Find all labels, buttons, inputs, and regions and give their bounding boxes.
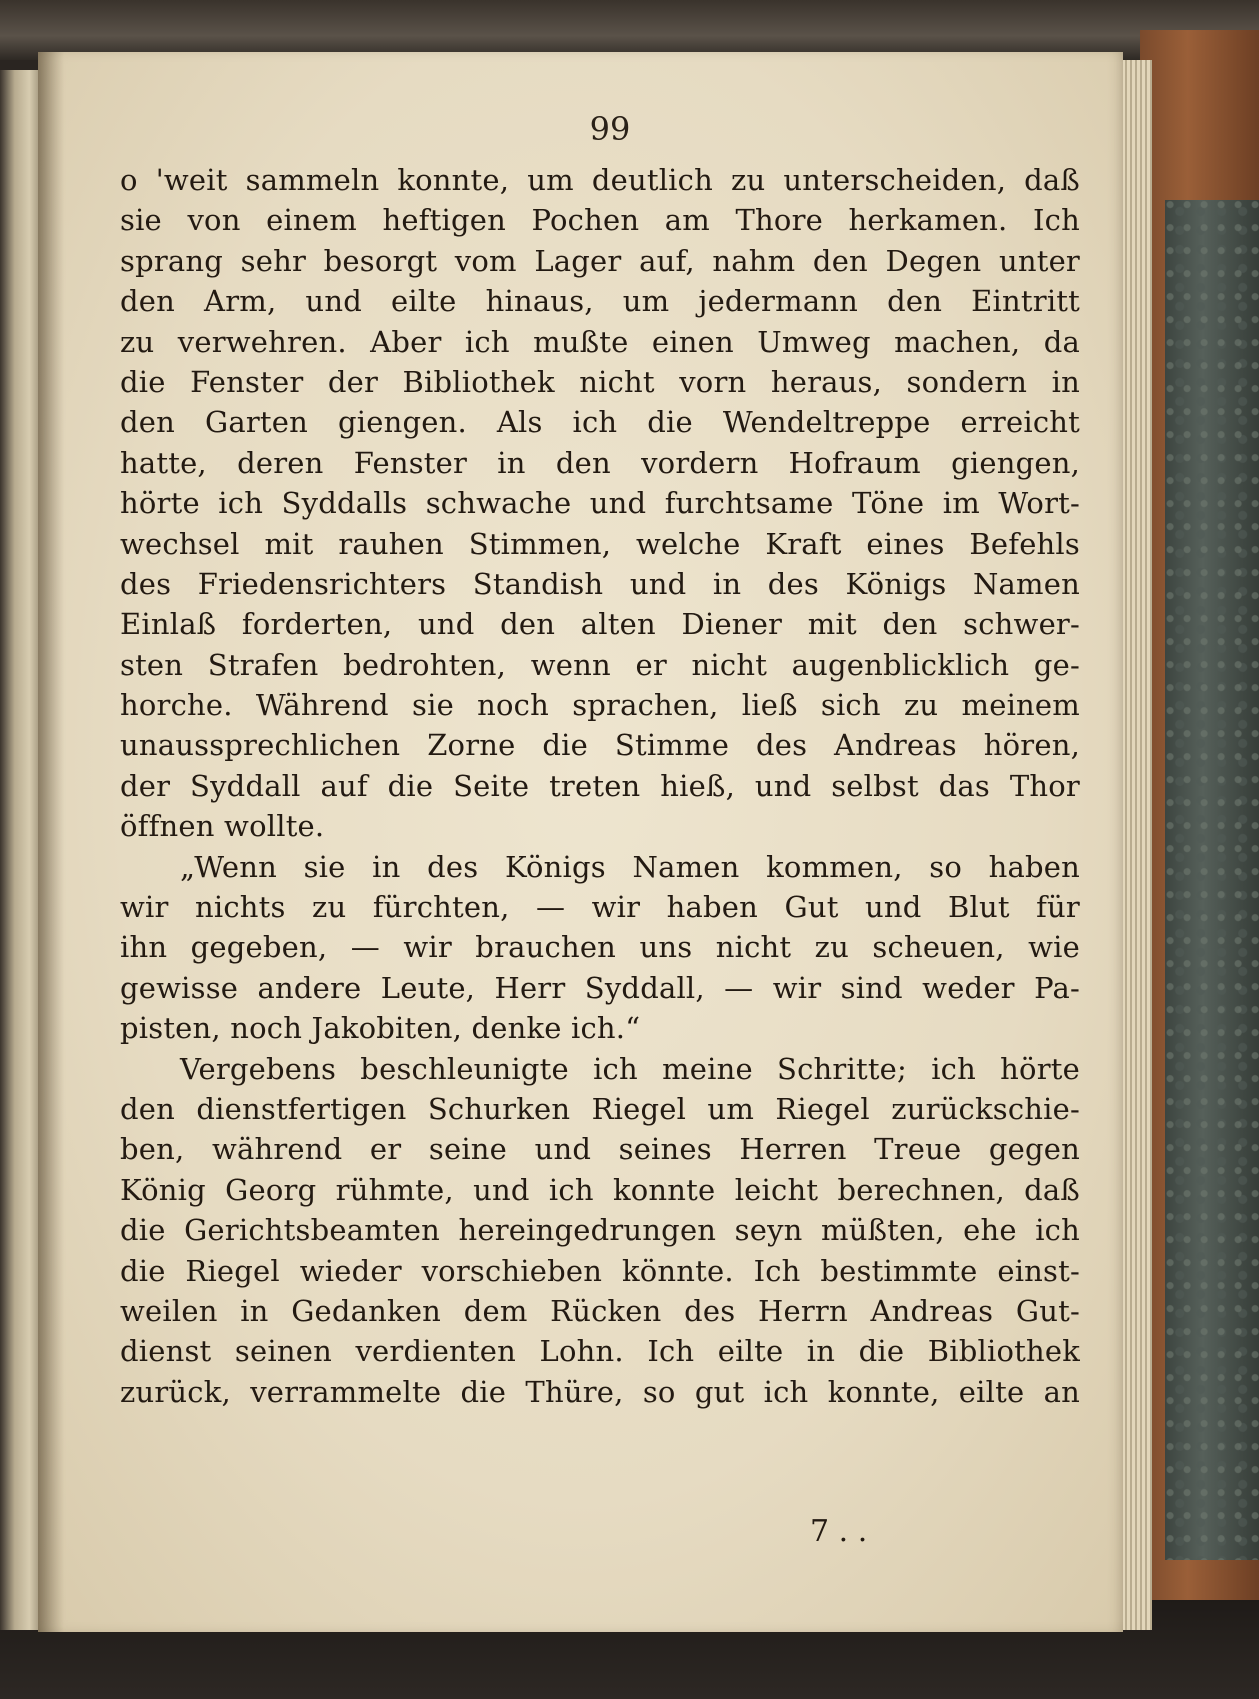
board-top <box>0 0 1259 60</box>
text-line: Vergebens beschleunigte ich meine Schritte; ich hörte <box>180 1051 1080 1086</box>
text-line: zu verwehren. Aber ich mußte einen Umweg machen, da <box>120 324 1080 359</box>
text-line: hatte, deren Fenster in den vordern Hofraum giengen, <box>120 445 1080 480</box>
text-line: die Riegel wieder vorschieben könnte. Ich bestimmte einst- <box>120 1253 1080 1288</box>
text-line: den Garten giengen. Als ich die Wendeltreppe erreicht <box>120 405 1080 440</box>
text-line: der Syddall auf die Seite treten hieß, und selbst das Thor <box>120 768 1080 803</box>
text-line: pisten, noch Jakobiten, denke ich.“ <box>120 1011 641 1046</box>
text-line: den dienstfertigen Schurken Riegel um Riegel zurückschie- <box>120 1091 1080 1126</box>
page-number: 99 <box>589 110 631 148</box>
text-line: die Gerichtsbeamten hereingedrungen seyn müßten, ehe ich <box>120 1213 1080 1248</box>
text-line: ihn gegeben, — wir brauchen uns nicht zu scheuen, wie <box>120 930 1080 965</box>
text-line: wechsel mit rauhen Stimmen, welche Kraft eines Befehls <box>120 526 1080 561</box>
left-page-edge <box>0 70 42 1630</box>
body-text <box>120 160 1080 1412</box>
text-line: sten Strafen bedrohten, wenn er nicht augenblicklich ge- <box>120 647 1080 682</box>
text-line: König Georg rühmte, und ich konnte leicht berechnen, daß <box>120 1172 1080 1207</box>
text-line: dienst seinen verdienten Lohn. Ich eilte in die Bibliothek <box>120 1334 1080 1369</box>
text-line: o 'weit sammeln konnte, um deutlich zu unterscheiden, daß <box>120 163 1080 197</box>
text-line: des Friedensrichters Standish und in des Königs Namen <box>120 566 1080 601</box>
text-line: öffnen wollte. <box>120 809 325 844</box>
marbled-cover <box>1165 200 1259 1560</box>
text-line: zurück, verrammelte die Thüre, so gut ich konnte, eilte an <box>120 1374 1080 1409</box>
text-line: horche. Während sie noch sprachen, ließ sich zu meinem <box>120 688 1080 723</box>
text-line: wir nichts zu fürchten, — wir haben Gut und Blut für <box>120 890 1080 925</box>
text-line: sie von einem heftigen Pochen am Thore herkamen. Ich <box>120 203 1080 238</box>
text-line: weilen in Gedanken dem Rücken des Herrn Andreas Gut- <box>120 1293 1080 1328</box>
text-line: die Fenster der Bibliothek nicht vorn heraus, sondern in <box>120 364 1080 399</box>
text-line: ben, während er seine und seines Herren Treue gegen <box>120 1132 1080 1167</box>
gutter-shadow <box>38 52 64 1632</box>
text-line: gewisse andere Leute, Herr Syddall, — wir sind weder Pa- <box>120 970 1080 1005</box>
text-line: „Wenn sie in des Königs Namen kommen, so haben <box>180 849 1080 884</box>
text-line: den Arm, und eilte hinaus, um jedermann den Eintritt <box>120 284 1080 319</box>
text-line: sprang sehr besorgt vom Lager auf, nahm den Degen unter <box>120 243 1080 278</box>
text-line: Einlaß forderten, und den alten Diener mit den schwer- <box>120 607 1080 642</box>
signature-mark: 7 . . <box>810 1514 868 1549</box>
text-line: unaussprechlichen Zorne die Stimme des Andreas hören, <box>120 728 1080 763</box>
text-line: hörte ich Syddalls schwache und furchtsame Töne im Wort- <box>120 486 1080 521</box>
